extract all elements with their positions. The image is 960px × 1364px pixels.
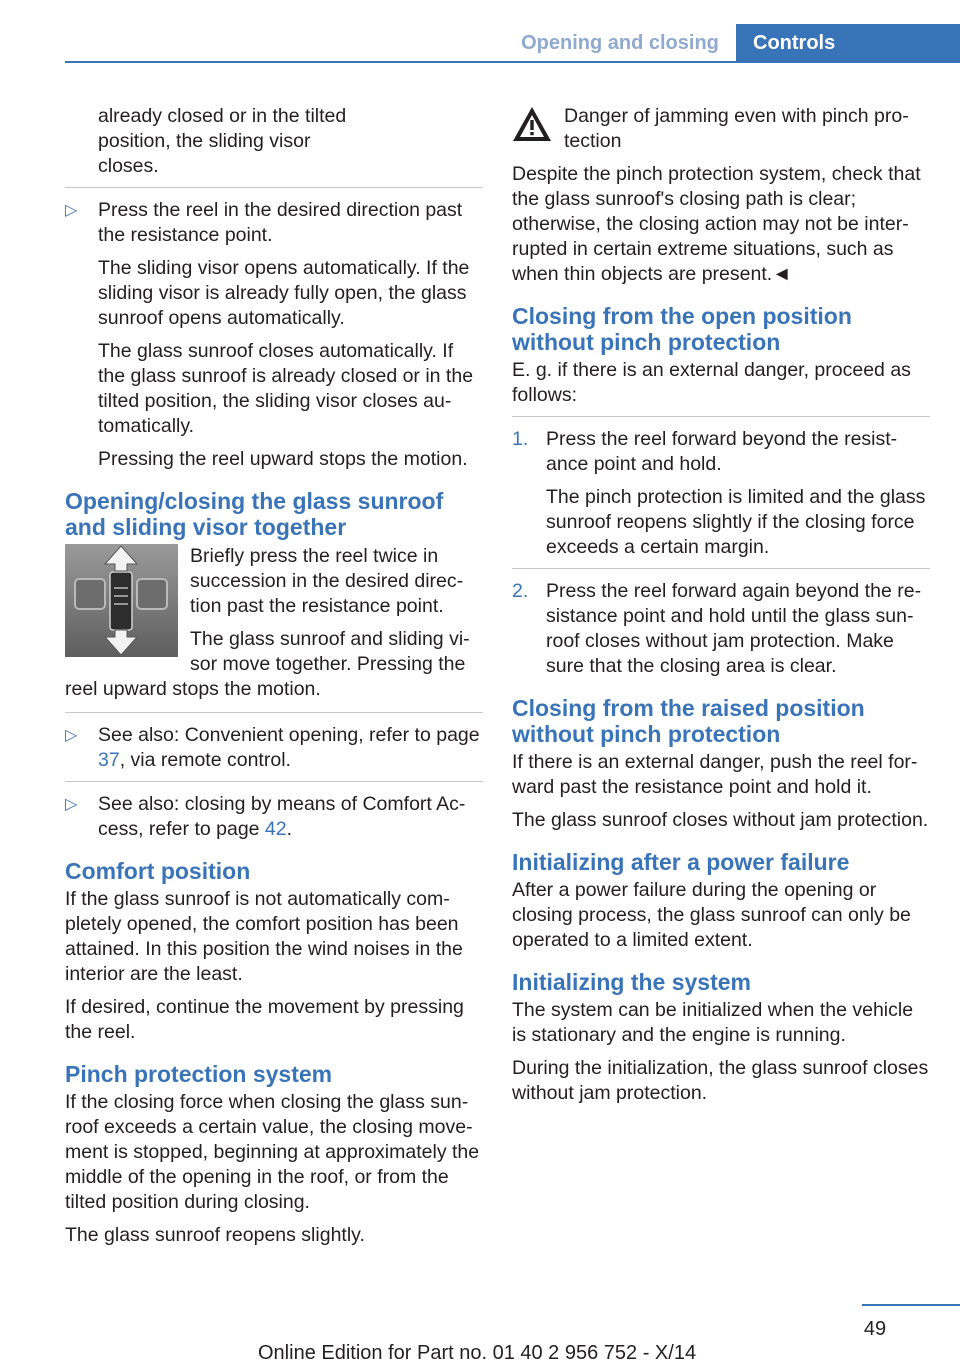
bullet-subtext: Pressing the reel upward stops the motion.	[98, 448, 468, 470]
see-also-text: , via remote control.	[119, 749, 291, 771]
warning-block	[512, 104, 930, 154]
left-column	[65, 104, 483, 1256]
warning-triangle-icon	[512, 106, 552, 142]
triangle-right-icon: ▷	[65, 202, 78, 219]
triangle-right-icon: ▷	[65, 727, 78, 744]
comfort-paragraph-2: If desired, continue the movement by pressing the reel.	[65, 996, 464, 1043]
page-link-42[interactable]: 42	[264, 818, 287, 840]
header-rule	[65, 61, 960, 63]
list-divider	[65, 712, 483, 713]
bullet-item	[65, 792, 483, 842]
see-also-convenient-opening	[98, 723, 483, 773]
edition-note: Online Edition for Part no. 01 40 2 956 752 - X/14	[258, 1342, 697, 1364]
continued-line-2: position, the sliding visor	[98, 130, 311, 152]
step-text: Press the reel forward again beyond the resistance point and hold until the glass sunroof closes without jam protection. Make sure that the closing area is clear.	[546, 580, 922, 677]
together-paragraph-1: Briefly press the reel twice in succession in the desired direction past the resistance point.	[190, 545, 464, 617]
step-text: Press the reel forward beyond the resistance point and hold.	[546, 428, 898, 475]
list-divider	[512, 416, 930, 417]
bullet-item	[65, 723, 483, 773]
list-divider	[65, 781, 483, 782]
bullet-item	[65, 198, 483, 472]
pinch-paragraph-1: If the closing force when closing the glass sunroof exceeds a certain value, the closing movement is stopped, beginning at approximately the middle of the opening in the roof, or from the tilted position during closing.	[65, 1091, 480, 1213]
continued-line-1: already closed or in the tilted	[98, 105, 347, 127]
heading-closing-raised-position: Closing from the raised position without pinch protection	[512, 695, 865, 747]
see-also-text: .	[286, 818, 293, 840]
bullet-text: Press the reel in the desired direction past the resistance point.	[98, 199, 463, 246]
pinch-paragraph-2: The glass sunroof reopens slightly.	[65, 1224, 365, 1246]
continued-text	[65, 104, 483, 179]
warning-title: Danger of jamming even with pinch protection	[564, 105, 909, 152]
see-also-comfort-access	[98, 792, 483, 842]
heading-init-power-failure: Initializing after a power failure	[512, 849, 850, 875]
header-controls-tab[interactable]: Controls	[736, 24, 960, 62]
raised-paragraph-2: The glass sunroof closes without jam protection.	[512, 809, 929, 831]
raised-paragraph-1: If there is an external danger, push the reel forward past the resistance point and hold it.	[512, 751, 918, 798]
step-number: 2.	[512, 580, 529, 602]
warning-body: Despite the pinch protection system, check that the glass sunroof's closing path is clear; otherwise, the closing action may not be interrupted in certain extreme situations, such as when thin objects are present.◄	[512, 163, 921, 285]
list-divider	[512, 568, 930, 569]
see-also-text: See also: closing by means of Comfort Access, refer to page	[98, 793, 466, 840]
closing-intro: E. g. if there is an external danger, proceed as follows:	[512, 359, 911, 406]
init-system-paragraph-2: During the initialization, the glass sunroof closes without jam protection.	[512, 1057, 929, 1104]
heading-comfort-position: Comfort position	[65, 858, 251, 884]
page-number: 49	[863, 1318, 887, 1340]
step-item	[512, 579, 930, 679]
bullet-subtext: The sliding visor opens automatically. If the sliding visor is already fully open, the glass sunroof opens automatically.	[98, 257, 470, 329]
reel-switch-illustration	[65, 544, 178, 657]
continued-line-3: closes.	[98, 155, 159, 177]
right-column	[512, 104, 930, 1114]
page-link-37[interactable]: 37	[98, 749, 120, 771]
step-number: 1.	[512, 428, 529, 450]
list-divider	[65, 187, 483, 188]
init-system-paragraph-1: The system can be initialized when the vehicle is stationary and the engine is running.	[512, 999, 914, 1046]
step-subtext: The pinch protection is limited and the glass sunroof reopens slightly if the closing force exceeds a certain margin.	[546, 486, 926, 558]
header-section-tab[interactable]: Opening and closing	[521, 32, 719, 54]
bullet-subtext: The glass sunroof closes automatically. If the glass sunroof is already closed or in the tilted position, the sliding visor closes automatically.	[98, 340, 474, 437]
together-paragraph-2: The glass sunroof and sliding visor move together. Pressing the reel upward stops the motion.	[65, 628, 470, 700]
heading-closing-open-position: Closing from the open position without pinch protection	[512, 303, 852, 355]
together-section	[65, 544, 483, 702]
heading-init-system: Initializing the system	[512, 969, 751, 995]
init-power-paragraph: After a power failure during the opening or closing process, the glass sunroof can only be operated to a limited extent.	[512, 879, 911, 951]
heading-together: Opening/closing the glass sunroof and sliding visor together	[65, 488, 444, 540]
footer-rule	[862, 1304, 960, 1306]
see-also-text: See also: Convenient opening, refer to page	[98, 724, 480, 746]
comfort-paragraph-1: If the glass sunroof is not automatically completely opened, the comfort position has been attained. In this position the wind noises in the interior are the least.	[65, 888, 463, 985]
step-item	[512, 427, 930, 560]
heading-pinch-protection: Pinch protection system	[65, 1061, 333, 1087]
triangle-right-icon: ▷	[65, 796, 78, 813]
